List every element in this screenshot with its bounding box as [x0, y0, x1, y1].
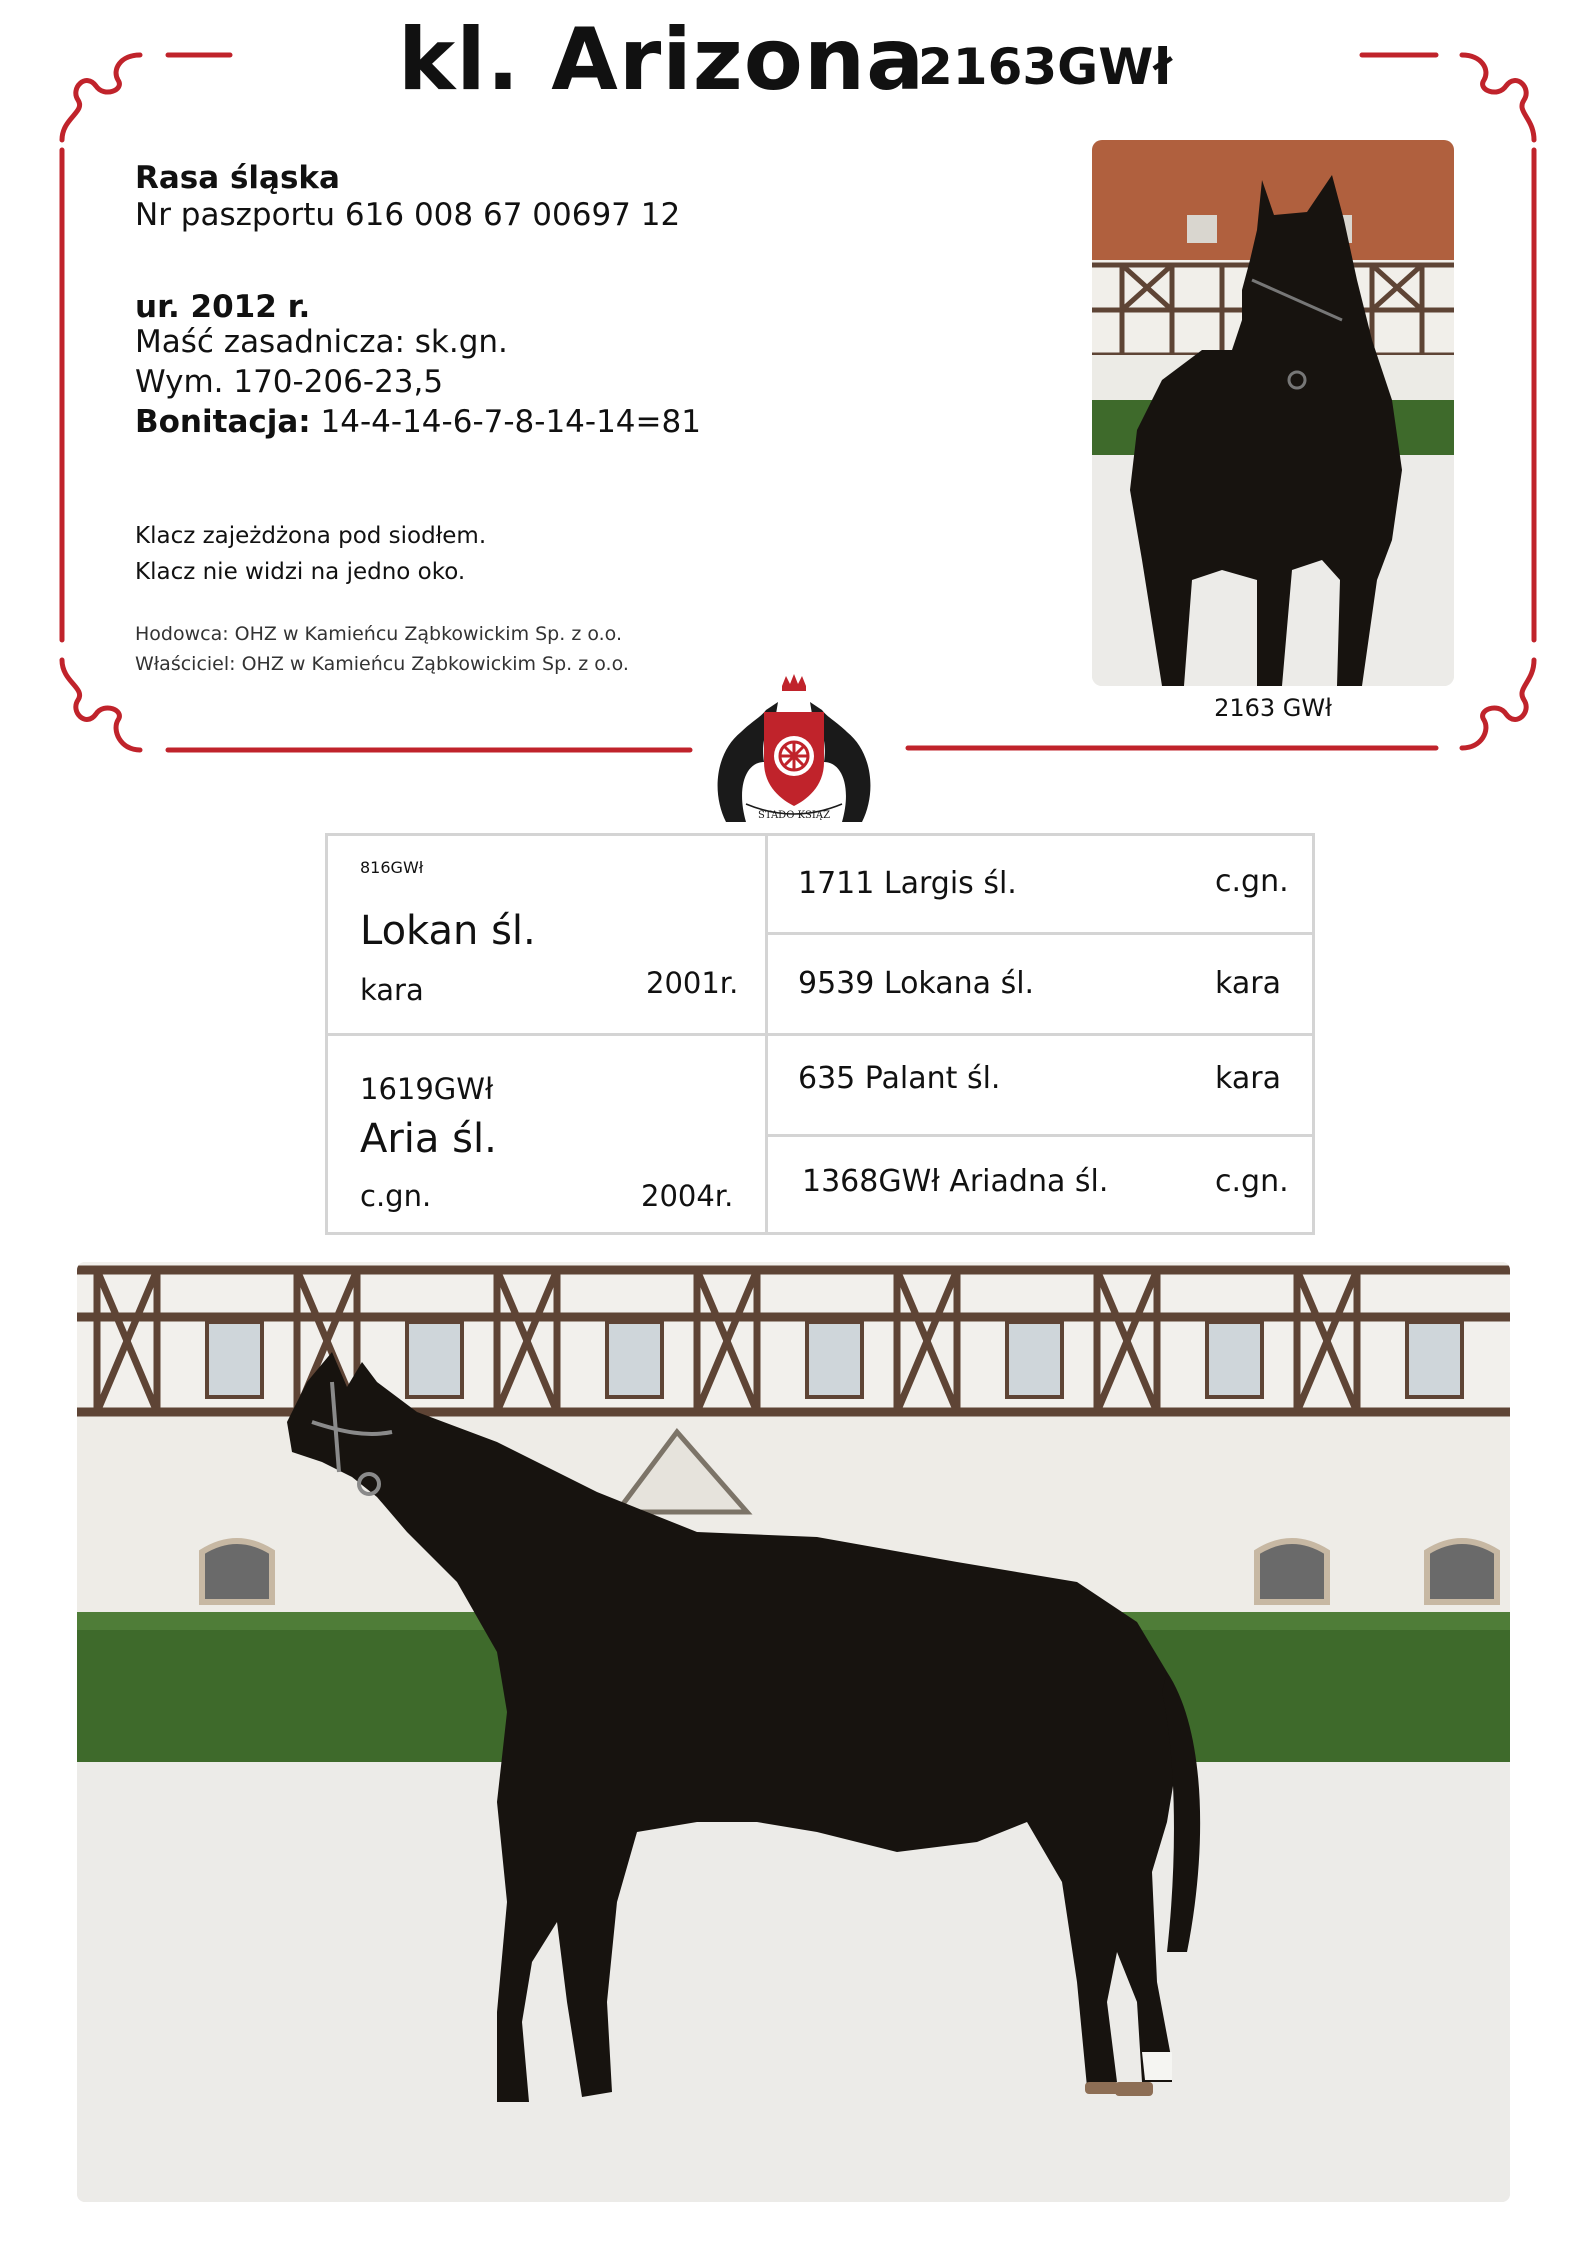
sire-dam-color: kara — [1215, 966, 1281, 1001]
sire-color: kara — [360, 973, 424, 1007]
sire-dam-name: 9539 Lokana śl. — [798, 966, 1035, 1001]
side-view-photo — [77, 1262, 1510, 2202]
sire-sire-name: 1711 Largis śl. — [798, 866, 1017, 901]
dam-sire-name: 635 Palant śl. — [798, 1061, 1001, 1096]
note-saddle: Klacz zajeżdżona pod siodłem. — [135, 523, 487, 549]
rating — [135, 402, 701, 442]
dam-color: c.gn. — [360, 1179, 432, 1213]
note-eye: Klacz nie widzi na jedno oko. — [135, 559, 466, 585]
dam-year: 2004r. — [641, 1179, 734, 1213]
dam-dam-color: c.gn. — [1215, 1164, 1289, 1199]
birth-year: ur. 2012 r. — [135, 289, 311, 325]
portrait-caption: 2163 GWł — [1214, 694, 1332, 722]
dam-dam-name: 1368GWł Ariadna śl. — [802, 1164, 1109, 1199]
stado-ksiaz-logo-icon — [706, 672, 882, 826]
sire-year: 2001r. — [646, 966, 739, 1000]
portrait-photo — [1092, 140, 1454, 686]
dam-sire-color: kara — [1215, 1061, 1281, 1096]
rating-value: 14-4-14-6-7-8-14-14=81 — [310, 404, 701, 440]
dam-name: Aria śl. — [360, 1116, 497, 1162]
breed: Rasa śląska — [135, 160, 340, 196]
coat-color: Maść zasadnicza: sk.gn. — [135, 324, 508, 360]
sire-reg: 816GWł — [360, 858, 424, 877]
passport-number: Nr paszportu 616 008 67 00697 12 — [135, 197, 681, 233]
breeder: Hodowca: OHZ w Kamieńcu Ząbkowickim Sp. z o.o. — [135, 623, 622, 645]
rating-label: Bonitacja: — [135, 404, 311, 440]
logo-text: STADO KSIĄŻ — [757, 810, 831, 821]
owner: Właściciel: OHZ w Kamieńcu Ząbkowickim Sp. z o.o. — [135, 653, 629, 675]
measurements: Wym. 170-206-23,5 — [135, 364, 444, 400]
registration-number: 2163GWł — [918, 38, 1172, 96]
dam-reg: 1619GWł — [360, 1072, 494, 1106]
pedigree-table — [325, 833, 1315, 1235]
sire-name: Lokan śl. — [360, 908, 536, 954]
sire-sire-color: c.gn. — [1215, 864, 1289, 899]
horse-name-title: kl. Arizona — [398, 10, 926, 110]
